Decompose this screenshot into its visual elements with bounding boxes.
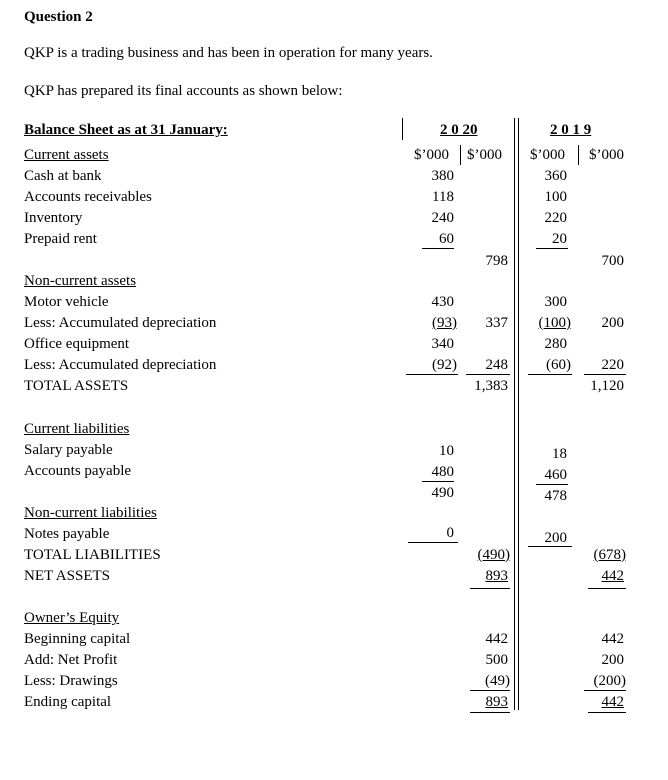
mv-net-2020: 337	[485, 315, 508, 331]
double-rule-end-2020	[470, 712, 510, 713]
cash-label: Cash at bank	[24, 168, 102, 184]
office-equipment-2019: 280	[544, 336, 567, 352]
current-assets-heading: Current assets	[24, 147, 109, 163]
accounts-payable-label: Accounts payable	[24, 463, 132, 479]
unit-2020-b: $’000	[467, 147, 502, 163]
non-current-liabilities-heading: Non-current liabilities	[24, 505, 157, 521]
intro-line-2: QKP has prepared its final accounts as shown below:	[24, 83, 343, 99]
oe-depreciation-2020: (92)	[432, 357, 457, 373]
mv-depreciation-2020: (93)	[432, 315, 457, 331]
ending-capital-label: Ending capital	[24, 694, 112, 710]
net-assets-label: NET ASSETS	[24, 568, 110, 584]
net-profit-label: Add: Net Profit	[24, 652, 118, 668]
year-2020: 2 0 20	[440, 122, 478, 138]
notes-payable-2019: 200	[544, 530, 567, 546]
unit-divider-2019	[578, 145, 579, 165]
rule-rent-2019	[536, 248, 568, 249]
cash-2020: 380	[431, 168, 454, 184]
oe-depreciation-2019: (60)	[546, 357, 571, 373]
notes-payable-2020: 0	[446, 525, 454, 541]
net-assets-2020: 893	[485, 568, 508, 584]
current-liabilities-total-2020: 490	[431, 485, 454, 501]
double-rule-end-2019	[588, 712, 626, 713]
net-profit-2019: 200	[601, 652, 624, 668]
rule-oe-net-2020	[466, 374, 510, 375]
mv-depreciation-label: Less: Accumulated depreciation	[24, 315, 217, 331]
total-assets-2019: 1,120	[590, 378, 624, 394]
motor-vehicle-2020: 430	[431, 294, 454, 310]
rule-np-2019	[528, 546, 572, 547]
table-vline-mid-b	[518, 118, 519, 710]
ending-capital-2020: 893	[485, 694, 508, 710]
rule-drawings-2019	[584, 690, 626, 691]
total-liabilities-label: TOTAL LIABILITIES	[24, 547, 161, 563]
oe-depreciation-label: Less: Accumulated depreciation	[24, 357, 217, 373]
mv-depreciation-2019: (100)	[538, 315, 571, 331]
total-assets-2020: 1,383	[474, 378, 508, 394]
inventory-2019: 220	[544, 210, 567, 226]
cash-2019: 360	[544, 168, 567, 184]
total-assets-label: TOTAL ASSETS	[24, 378, 129, 394]
unit-divider-2020	[460, 145, 461, 165]
net-profit-2020: 500	[485, 652, 508, 668]
unit-2019-b: $’000	[589, 147, 624, 163]
double-rule-na-2020	[470, 588, 510, 589]
current-assets-total-2019: 700	[601, 253, 624, 269]
office-equipment-label: Office equipment	[24, 336, 130, 352]
prepaid-rent-2020: 60	[439, 231, 454, 247]
accounts-payable-2019: 460	[544, 467, 567, 483]
rule-oe-dep-2020	[406, 374, 458, 375]
non-current-assets-heading: Non-current assets	[24, 273, 137, 289]
question-title: Question 2	[24, 9, 93, 25]
double-rule-na-2019	[588, 588, 626, 589]
current-liabilities-total-2019: 478	[544, 488, 567, 504]
ar-2020: 118	[432, 189, 454, 205]
rule-np-2020	[408, 542, 458, 543]
ending-capital-2019: 442	[601, 694, 624, 710]
rule-oe-dep-2019	[528, 374, 572, 375]
beginning-capital-2020: 442	[485, 631, 508, 647]
beginning-capital-label: Beginning capital	[24, 631, 131, 647]
prepaid-rent-2019: 20	[552, 231, 567, 247]
salary-payable-2019: 18	[552, 446, 567, 462]
rule-ap-2020	[422, 481, 454, 482]
year-2019: 2 0 1 9	[550, 122, 592, 138]
inventory-label: Inventory	[24, 210, 83, 226]
prepaid-rent-label: Prepaid rent	[24, 231, 97, 247]
rule-oe-net-2019	[584, 374, 626, 375]
sheet-title: Balance Sheet as at 31 January:	[24, 122, 228, 138]
drawings-label: Less: Drawings	[24, 673, 118, 689]
beginning-capital-2019: 442	[601, 631, 624, 647]
total-liabilities-2020: (490)	[477, 547, 510, 563]
accounts-payable-2020: 480	[431, 464, 454, 480]
total-liabilities-2019: (678)	[593, 547, 626, 563]
rule-drawings-2020	[470, 690, 510, 691]
inventory-2020: 240	[431, 210, 454, 226]
salary-payable-2020: 10	[439, 443, 454, 459]
owners-equity-heading: Owner’s Equity	[24, 610, 120, 626]
notes-payable-label: Notes payable	[24, 526, 110, 542]
net-assets-2019: 442	[601, 568, 624, 584]
intro-line-1: QKP is a trading business and has been in operation for many years.	[24, 45, 433, 61]
motor-vehicle-label: Motor vehicle	[24, 294, 109, 310]
ar-label: Accounts receivables	[24, 189, 152, 205]
ar-2019: 100	[544, 189, 567, 205]
unit-2019-a: $’000	[530, 147, 565, 163]
oe-net-2019: 220	[601, 357, 624, 373]
salary-payable-label: Salary payable	[24, 442, 113, 458]
mv-net-2019: 200	[601, 315, 624, 331]
drawings-2019: (200)	[593, 673, 626, 689]
motor-vehicle-2019: 300	[544, 294, 567, 310]
table-vline-left	[402, 118, 403, 140]
table-vline-mid-a	[514, 118, 515, 710]
unit-2020-a: $’000	[414, 147, 449, 163]
drawings-2020: (49)	[485, 673, 510, 689]
office-equipment-2020: 340	[431, 336, 454, 352]
current-liabilities-heading: Current liabilities	[24, 421, 130, 437]
oe-net-2020: 248	[485, 357, 508, 373]
rule-ap-2019	[536, 484, 568, 485]
rule-rent-2020	[422, 248, 454, 249]
current-assets-total-2020: 798	[485, 253, 508, 269]
